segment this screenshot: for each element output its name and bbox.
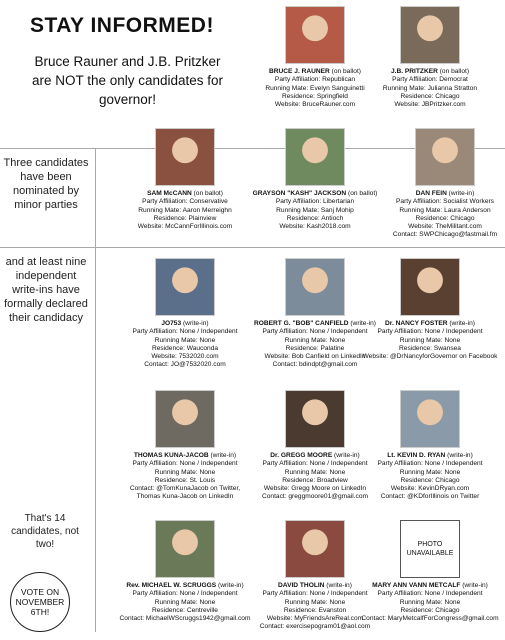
candidate-photo xyxy=(400,6,460,64)
candidate-detail: Running Mate: Evelyn Sanguinetti xyxy=(265,84,365,92)
candidate-detail: Residence: Plainview xyxy=(153,214,217,222)
candidate-detail: Contact: greggmoore01@gmail.com xyxy=(261,493,368,501)
ballot-status: (on ballot) xyxy=(439,68,470,75)
summary-text: That's 14 candidates, not two! xyxy=(11,513,79,550)
candidate-name: GRAYSON "KASH" JACKSON (on ballot) xyxy=(252,190,378,197)
candidate-photo xyxy=(415,128,475,186)
candidate-detail: Residence: Wauconda xyxy=(151,344,219,352)
ballot-status: (write-in) xyxy=(447,452,473,459)
candidate-detail: Residence: Centreville xyxy=(152,606,218,614)
candidate-detail: Website: @DrNancyforGovernor on Facebook xyxy=(362,353,498,361)
candidate-photo xyxy=(400,258,460,316)
candidate-detail: Party Affiliation: Republican xyxy=(274,76,356,84)
candidate-detail: Residence: Antioch xyxy=(286,214,344,222)
candidate-detail: Party Affiliation: None / Independent xyxy=(262,328,368,336)
candidate-photo xyxy=(285,128,345,186)
candidate-name: J.B. PRITZKER (on ballot) xyxy=(390,68,470,75)
candidate-name: Rev. MICHAEL W. SCRUGGS (write-in) xyxy=(126,582,244,589)
candidate-name: Dr. NANCY FOSTER (write-in) xyxy=(384,320,476,327)
ballot-status: (write-in) xyxy=(449,320,476,327)
candidate-detail: Party Affiliation: None / Independent xyxy=(377,590,483,598)
page-title: STAY INFORMED! xyxy=(30,14,214,37)
candidate-name: THOMAS KUNA-JACOB (write-in) xyxy=(133,452,237,459)
candidate-detail: Running Mate: None xyxy=(154,336,216,344)
candidate-detail: Running Mate: None xyxy=(284,598,346,606)
candidate-detail: Running Mate: Aaron Merreighn xyxy=(138,206,232,214)
candidate-photo xyxy=(400,390,460,448)
candidate-detail: Party Affiliation: None / Independent xyxy=(377,328,483,336)
candidate-detail: Running Mate: None xyxy=(399,468,461,476)
candidate-detail: Residence: Chicago xyxy=(400,476,460,484)
candidate-detail: Party Affiliation: Conservative xyxy=(142,198,228,206)
candidate-photo xyxy=(285,258,345,316)
candidate-photo xyxy=(285,6,345,64)
candidate-detail: Running Mate: None xyxy=(154,598,216,606)
candidate-name: DAVID THOLIN (write-in) xyxy=(278,582,352,589)
candidate-detail: Website: Gregg Moore on LinkedIn xyxy=(263,485,367,493)
minor-parties-text: Three candidates have been nominated by minor parties xyxy=(3,157,89,211)
candidate-photo xyxy=(285,390,345,448)
ballot-status: (write-in) xyxy=(326,582,352,589)
ballot-status: (on ballot) xyxy=(348,190,378,197)
candidate-detail: Residence: Chicago xyxy=(400,92,460,100)
candidate-detail: Residence: Broadview xyxy=(282,476,348,484)
candidate-detail: Party Affiliation: None / Independent xyxy=(132,460,238,468)
candidate-detail: Party Affiliation: Socialist Workers xyxy=(396,198,494,206)
candidate-name: Lt. KEVIN D. RYAN (write-in) xyxy=(387,452,473,459)
candidate-detail: Party Affiliation: None / Independent xyxy=(132,590,238,598)
candidate-detail: Website: Kash2018.com xyxy=(279,223,351,231)
ballot-status: (write-in) xyxy=(210,452,237,459)
candidate-detail: Website: JBPritzker.com xyxy=(394,101,466,109)
candidate-detail: Website: Bob Canfield on LinkedIn xyxy=(264,353,366,361)
candidate-detail: Running Mate: None xyxy=(284,336,346,344)
candidate-name: MARY ANN VANN METCALF (write-in) xyxy=(372,582,488,589)
candidate-card xyxy=(345,520,505,623)
candidate-detail: Running Mate: None xyxy=(399,598,461,606)
candidate-name: SAM McCANN (on ballot) xyxy=(147,190,223,197)
candidate-detail: Contact: MichaelWScruggs1942@gmail.com xyxy=(119,615,251,623)
ballot-status: (write-in) xyxy=(182,320,209,327)
candidate-name: DAN FEIN (write-in) xyxy=(415,190,475,197)
candidate-detail: Contact: JO@7532020.com xyxy=(144,361,226,369)
candidate-detail: Residence: Chicago xyxy=(400,606,460,614)
candidate-detail: Party Affiliation: None / Independent xyxy=(377,460,483,468)
ballot-status: (on ballot) xyxy=(193,190,223,197)
vote-badge xyxy=(10,572,70,632)
candidate-detail: Running Mate: None xyxy=(399,336,461,344)
candidate-detail: Party Affiliation: Libertarian xyxy=(275,198,355,206)
candidate-card xyxy=(345,258,505,361)
intro-text: Bruce Rauner and J.B. Pritzker are NOT the only candidates for governor! xyxy=(31,54,224,107)
candidate-photo xyxy=(155,128,215,186)
candidate-photo xyxy=(285,520,345,578)
candidate-detail: Residence: Springfield xyxy=(282,92,348,100)
candidate-detail: Residence: Chicago xyxy=(415,214,475,222)
candidate-detail: Contact: MaryMetcalfForCongress@gmail.com xyxy=(361,615,499,623)
vote-text: VOTE ON NOVEMBER 6TH! xyxy=(15,587,65,617)
candidate-photo xyxy=(155,520,215,578)
candidate-card xyxy=(345,390,505,502)
candidate-detail: Running Mate: Laura Anderson xyxy=(399,206,491,214)
candidate-name: ROBERT G. "BOB" CANFIELD (write-in) xyxy=(253,320,377,327)
candidate-detail: Website: TheMilitant.com xyxy=(408,223,482,231)
ballot-status: (write-in) xyxy=(334,452,360,459)
candidate-detail: Residence: Evanston xyxy=(283,606,347,614)
candidate-detail: Contact: bdindpt@gmail.com xyxy=(272,361,358,369)
candidate-detail: Website: KevinDRyan.com xyxy=(390,485,470,493)
candidate-detail: Party Affiliation: None / Independent xyxy=(132,328,238,336)
candidate-detail: Running Mate: None xyxy=(154,468,216,476)
candidate-detail: Website: MyFriendsAreReal.com xyxy=(266,615,364,623)
column-divider xyxy=(95,148,96,632)
candidate-detail: Residence: Swansea xyxy=(399,344,461,352)
ballot-status: (on ballot) xyxy=(331,68,361,75)
candidate-detail: Contact: exercisepogram01@aol.com xyxy=(259,623,371,631)
candidate-detail: Website: BruceRauner.com xyxy=(274,101,356,109)
candidate-detail: Party Affiliation: Democrat xyxy=(392,76,468,84)
candidate-photo xyxy=(155,390,215,448)
independents-text: and at least nine independent write-ins have formally declared their candidacy xyxy=(4,256,88,324)
ballot-status: (write-in) xyxy=(350,320,377,327)
candidate-name: BRUCE J. RAUNER (on ballot) xyxy=(269,68,361,75)
ballot-status: (write-in) xyxy=(448,190,475,197)
ballot-status: (write-in) xyxy=(462,582,488,589)
candidate-photo xyxy=(155,258,215,316)
ballot-status: (write-in) xyxy=(218,582,244,589)
candidate-card xyxy=(360,128,505,240)
candidate-detail: Thomas Kuna-Jacob on LinkedIn xyxy=(136,493,234,501)
candidate-detail: Website: McCannForIllinois.com xyxy=(137,223,233,231)
candidate-detail: Contact: SWPChicago@fastmail.fm xyxy=(392,231,498,239)
candidate-name: Dr. GREGG MOORE (write-in) xyxy=(270,452,360,459)
candidate-detail: Party Affiliation: None / Independent xyxy=(262,590,368,598)
candidate-detail: Residence: St. Louis xyxy=(154,476,216,484)
photo-unavailable: PHOTO UNAVAILABLE xyxy=(400,520,460,578)
candidate-detail: Running Mate: Sanj Mohip xyxy=(276,206,354,214)
candidate-detail: Contact: @KDforIllinois on Twitter xyxy=(380,493,480,501)
section-divider xyxy=(0,247,505,248)
candidate-detail: Residence: Palatine xyxy=(285,344,345,352)
candidate-detail: Website: 7532020.com xyxy=(151,353,219,361)
candidate-detail: Contact: @TomKunaJacob on Twitter, xyxy=(129,485,241,493)
candidate-detail: Party Affiliation: None / Independent xyxy=(262,460,368,468)
candidate-card xyxy=(345,6,505,109)
candidate-detail: Running Mate: None xyxy=(284,468,346,476)
candidate-name: JO753 (write-in) xyxy=(161,320,209,327)
candidate-detail: Running Mate: Julianna Stratton xyxy=(382,84,478,92)
